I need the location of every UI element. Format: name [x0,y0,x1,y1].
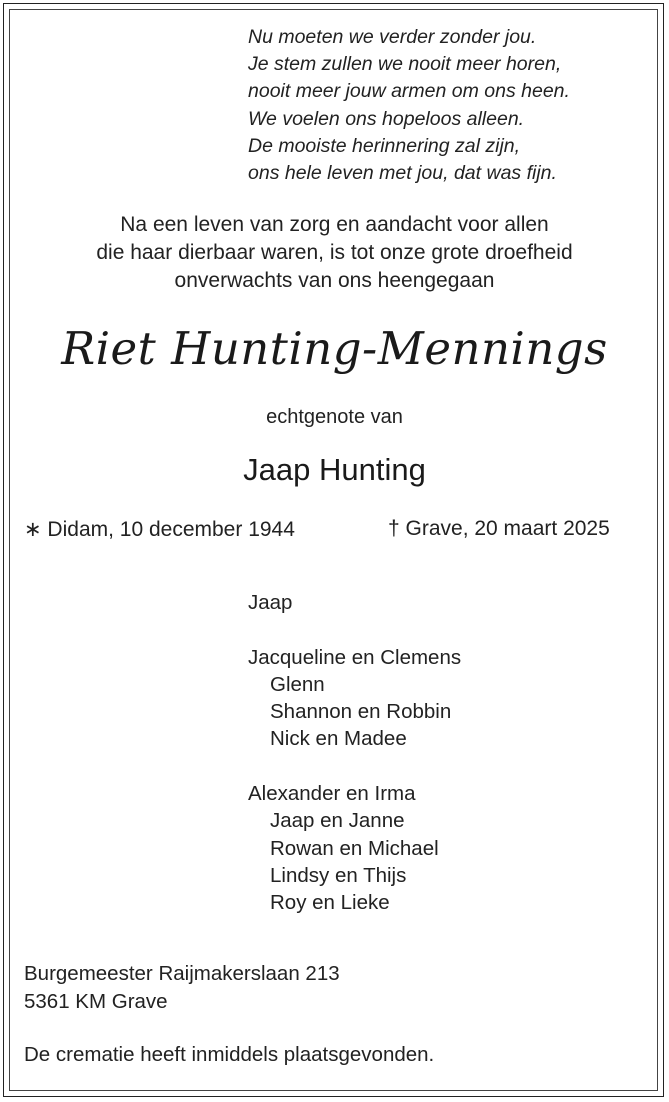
grandchild-entry: Shannon en Robbin [270,700,452,724]
poem-line: Je stem zullen we nooit meer horen, [248,53,562,76]
grandchild-entry: Rowan en Michael [270,836,439,860]
grandchild-entry: Lindsy en Thijs [270,863,407,887]
address [24,960,340,1016]
family-list [248,589,461,917]
poem-line: Nu moeten we verder zonder jou. [248,26,537,48]
family-gap [248,616,461,643]
poem-line: ons hele leven met jou, dat was fijn. [248,162,557,185]
grandchild-entry: Glenn [270,672,325,696]
poem-line: De mooiste herinnering zal zijn, [248,134,521,157]
grandchild-entry: Roy en Lieke [270,891,390,915]
closing-note: De crematie heeft inmiddels plaatsgevonden. [24,1043,435,1066]
birth-info: ∗ Didam, 10 december 1944 [24,518,295,541]
grandchild-entry: Nick en Madee [270,727,407,751]
poem-line: We voelen ons hopeloos alleen. [248,107,525,130]
spouse-name: Jaap Hunting [243,452,426,487]
family-gap [248,753,461,780]
family-entry: Alexander en Irma [248,782,416,806]
intro-line: Na een leven van zorg en aandacht voor allen [120,213,549,236]
family-entry: Jacqueline en Clemens [248,645,462,669]
spouse-label: echtgenote van [266,406,403,428]
poem-line: nooit meer jouw armen om ons heen. [248,80,570,103]
announcement-text [0,211,669,295]
poem [248,24,658,187]
family-entry: Jaap [248,591,293,614]
death-info: † Grave, 20 maart 2025 [388,517,610,540]
address-city: 5361 KM Grave [24,990,168,1013]
intro-line: onverwachts van ons heengegaan [174,269,495,292]
address-street: Burgemeester Raijmakerslaan 213 [24,962,340,985]
grandchild-entry: Jaap en Janne [270,809,405,833]
deceased-name: Riet Hunting-Mennings [61,322,608,375]
intro-line: die haar dierbaar waren, is tot onze grote droefheid [96,241,573,264]
